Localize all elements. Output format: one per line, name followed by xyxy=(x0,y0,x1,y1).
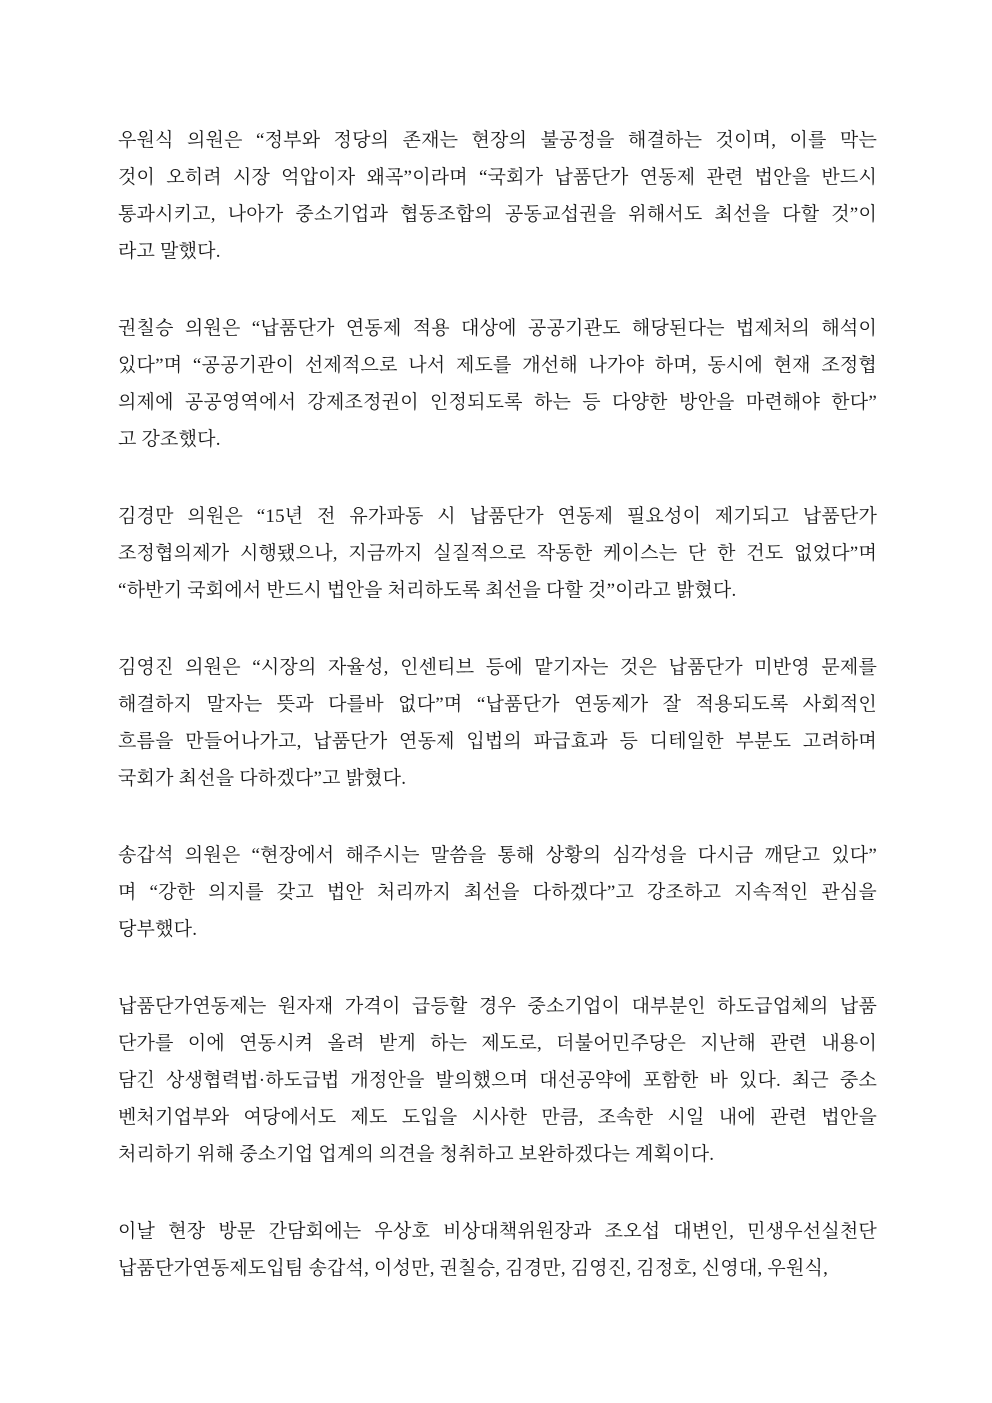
text-line: 해결하지 말자는 뜻과 다를바 없다”며 “납품단가 연동제가 잘 적용되도록 사회적인 xyxy=(118,694,877,715)
paragraph xyxy=(118,498,877,609)
text-line: 고 강조했다. xyxy=(118,429,221,450)
paragraph xyxy=(118,988,877,1173)
text-line: 우원식 의원은 “정부와 정당의 존재는 현장의 불공정을 해결하는 것이며, 이를 막는 xyxy=(118,130,877,151)
text-line: 권칠승 의원은 “납품단가 연동제 적용 대상에 공공기관도 해당된다는 법제처의 해석이 xyxy=(118,318,877,339)
text-line: 조정협의제가 시행됐으나, 지금까지 실질적으로 작동한 케이스는 단 한 건도 없었다”며 xyxy=(118,543,877,564)
text-line: “하반기 국회에서 반드시 법안을 처리하도록 최선을 다할 것”이라고 밝혔다. xyxy=(118,580,737,601)
text-line: 이날 현장 방문 간담회에는 우상호 비상대책위원장과 조오섭 대변인, 민생우선실천단 xyxy=(118,1221,877,1242)
paragraph xyxy=(118,837,877,948)
text-line: 흐름을 만들어나가고, 납품단가 연동제 입법의 파급효과 등 디테일한 부분도 고려하며 xyxy=(118,731,877,752)
text-line: 담긴 상생협력법·하도급법 개정안을 발의했으며 대선공약에 포함한 바 있다. 최근 중소 xyxy=(118,1070,877,1091)
text-line: 김영진 의원은 “시장의 자율성, 인센티브 등에 맡기자는 것은 납품단가 미반영 문제를 xyxy=(118,657,877,678)
text-line: 라고 말했다. xyxy=(118,241,221,262)
text-line: 송갑석 의원은 “현장에서 해주시는 말씀을 통해 상황의 심각성을 다시금 깨닫고 있다” xyxy=(118,845,877,866)
text-line: 국회가 최선을 다하겠다”고 밝혔다. xyxy=(118,768,407,789)
text-line: 납품단가연동제도입팀 송갑석, 이성만, 권칠승, 김경만, 김영진, 김정호, 신영대, 우원식, xyxy=(118,1258,829,1279)
text-line: 의제에 공공영역에서 강제조정권이 인정되도록 하는 등 다양한 방안을 마련해야 한다” xyxy=(118,392,877,413)
text-line: 있다”며 “공공기관이 선제적으로 나서 제도를 개선해 나가야 하며, 동시에 현재 조정협 xyxy=(118,355,877,376)
paragraph xyxy=(118,122,877,270)
text-line: 단가를 이에 연동시켜 올려 받게 하는 제도로, 더불어민주당은 지난해 관련 내용이 xyxy=(118,1033,877,1054)
text-line: 것이 오히려 시장 억압이자 왜곡”이라며 “국회가 납품단가 연동제 관련 법안을 반드시 xyxy=(118,167,877,188)
text-line: 통과시키고, 나아가 중소기업과 협동조합의 공동교섭권을 위해서도 최선을 다할 것”이 xyxy=(118,204,877,225)
text-line: 처리하기 위해 중소기업 업계의 의견을 청취하고 보완하겠다는 계획이다. xyxy=(118,1144,715,1165)
article-body xyxy=(118,122,877,1287)
text-line: 며 “강한 의지를 갖고 법안 처리까지 최선을 다하겠다”고 강조하고 지속적인 관심을 xyxy=(118,882,877,903)
paragraph xyxy=(118,649,877,797)
text-line: 김경만 의원은 “15년 전 유가파동 시 납품단가 연동제 필요성이 제기되고 납품단가 xyxy=(118,506,877,527)
text-line: 벤처기업부와 여당에서도 제도 도입을 시사한 만큼, 조속한 시일 내에 관련 법안을 xyxy=(118,1107,877,1128)
text-line: 당부했다. xyxy=(118,919,198,940)
paragraph xyxy=(118,310,877,458)
paragraph xyxy=(118,1213,877,1287)
text-line: 납품단가연동제는 원자재 가격이 급등할 경우 중소기업이 대부분인 하도급업체의 납품 xyxy=(118,996,877,1017)
